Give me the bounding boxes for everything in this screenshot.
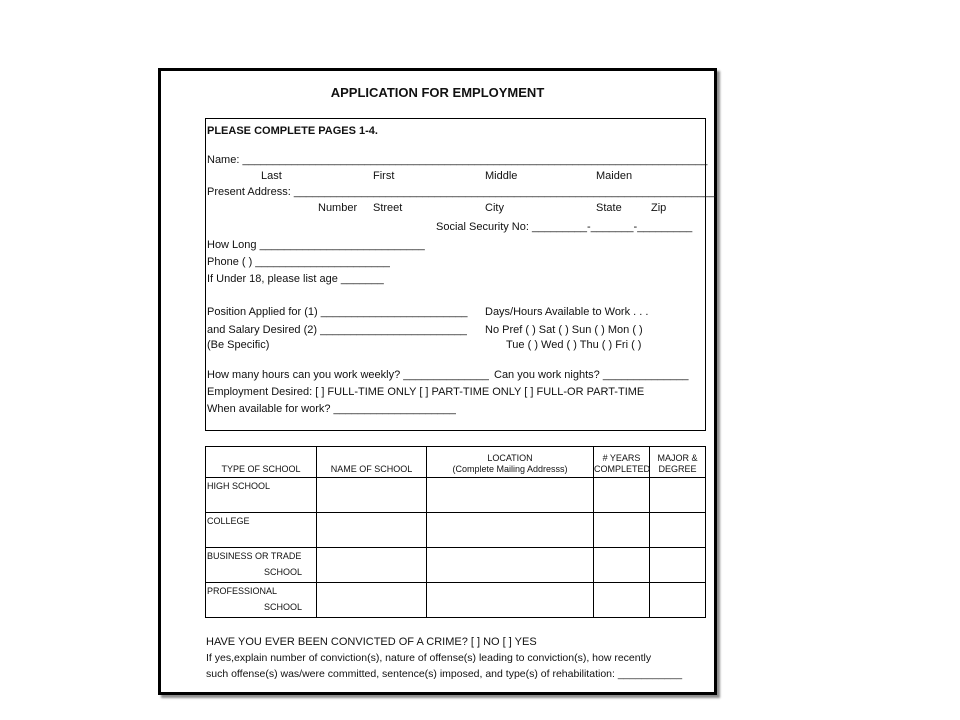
col-major-degree: MAJOR & DEGREE xyxy=(650,447,706,478)
table-row xyxy=(206,548,706,583)
table-cell[interactable] xyxy=(594,583,650,618)
be-specific-note: (Be Specific) xyxy=(207,339,270,351)
name-field[interactable]: Name: ____________________________________________________________________________ xyxy=(207,154,708,166)
application-page xyxy=(158,68,717,695)
row-label: PROFESSIONAL SCHOOL xyxy=(206,583,317,618)
address-state-label: State xyxy=(596,202,622,214)
phone-field[interactable]: Phone ( ) ______________________ xyxy=(207,256,390,268)
table-cell[interactable] xyxy=(317,583,427,618)
table-cell[interactable] xyxy=(427,548,594,583)
employment-desired-field[interactable]: Employment Desired: [ ] FULL-TIME ONLY [ ] PART-TIME ONLY [ ] FULL-OR PART-TIME xyxy=(207,386,645,398)
ssn-field[interactable]: Social Security No: _________-_______-_________ xyxy=(436,221,693,233)
table-cell[interactable] xyxy=(427,513,594,548)
hours-weekly-field[interactable]: How many hours can you work weekly? ______________ xyxy=(207,369,489,381)
address-field[interactable]: Present Address: _____________________________________________________________________ xyxy=(207,186,716,198)
table-cell[interactable] xyxy=(650,583,706,618)
col-years-completed: # YEARS COMPLETED xyxy=(594,447,650,478)
table-cell[interactable] xyxy=(594,513,650,548)
how-long-field[interactable]: How Long ___________________________ xyxy=(207,239,425,251)
table-cell[interactable] xyxy=(594,478,650,513)
crime-question[interactable]: HAVE YOU EVER BEEN CONVICTED OF A CRIME? [ ] NO [ ] YES xyxy=(206,636,537,648)
instructions: PLEASE COMPLETE PAGES 1-4. xyxy=(207,125,378,137)
table-row xyxy=(206,513,706,548)
table-cell[interactable] xyxy=(650,478,706,513)
col-name-of-school: NAME OF SCHOOL xyxy=(317,447,427,478)
col-location: LOCATION (Complete Mailing Addresss) xyxy=(427,447,594,478)
table-cell[interactable] xyxy=(427,583,594,618)
row-label: COLLEGE xyxy=(206,513,317,548)
position-field[interactable]: Position Applied for (1) ________________________ xyxy=(207,306,468,318)
address-street-label: Street xyxy=(373,202,403,214)
table-row xyxy=(206,478,706,513)
row-label: BUSINESS OR TRADE SCHOOL xyxy=(206,548,317,583)
days-hours-label: Days/Hours Available to Work . . . xyxy=(485,306,649,318)
name-last-label: Last xyxy=(261,170,282,182)
name-first-label: First xyxy=(373,170,395,182)
age-field[interactable]: If Under 18, please list age _______ xyxy=(207,273,384,285)
table-header-row xyxy=(206,447,706,478)
address-zip-label: Zip xyxy=(651,202,667,214)
salary-field[interactable]: and Salary Desired (2) ________________________ xyxy=(207,324,467,336)
table-cell[interactable] xyxy=(427,478,594,513)
form-title: APPLICATION FOR EMPLOYMENT xyxy=(330,85,545,100)
days-row-1[interactable]: No Pref ( ) Sat ( ) Sun ( ) Mon ( ) xyxy=(485,324,643,336)
address-city-label: City xyxy=(485,202,504,214)
days-row-2[interactable]: Tue ( ) Wed ( ) Thu ( ) Fri ( ) xyxy=(506,339,642,351)
name-maiden-label: Maiden xyxy=(596,170,633,182)
name-middle-label: Middle xyxy=(485,170,518,182)
address-number-label: Number xyxy=(318,202,358,214)
table-cell[interactable] xyxy=(594,548,650,583)
crime-explain-line-2[interactable]: such offense(s) was/were committed, sentence(s) imposed, and type(s) of rehabilitation: ___________ xyxy=(206,668,683,680)
row-label: HIGH SCHOOL xyxy=(206,478,317,513)
table-cell[interactable] xyxy=(317,548,427,583)
when-available-field[interactable]: When available for work? ____________________ xyxy=(207,403,456,415)
applicant-info-section xyxy=(205,118,716,431)
nights-field[interactable]: Can you work nights? ______________ xyxy=(494,369,689,381)
table-cell[interactable] xyxy=(650,513,706,548)
crime-explain-line-1: If yes,explain number of conviction(s), nature of offense(s) leading to conviction(s), how recently xyxy=(206,652,652,664)
table-row xyxy=(206,583,706,618)
education-table xyxy=(205,446,706,618)
table-cell[interactable] xyxy=(317,478,427,513)
table-cell[interactable] xyxy=(650,548,706,583)
col-type-of-school: TYPE OF SCHOOL xyxy=(206,447,317,478)
table-cell[interactable] xyxy=(317,513,427,548)
